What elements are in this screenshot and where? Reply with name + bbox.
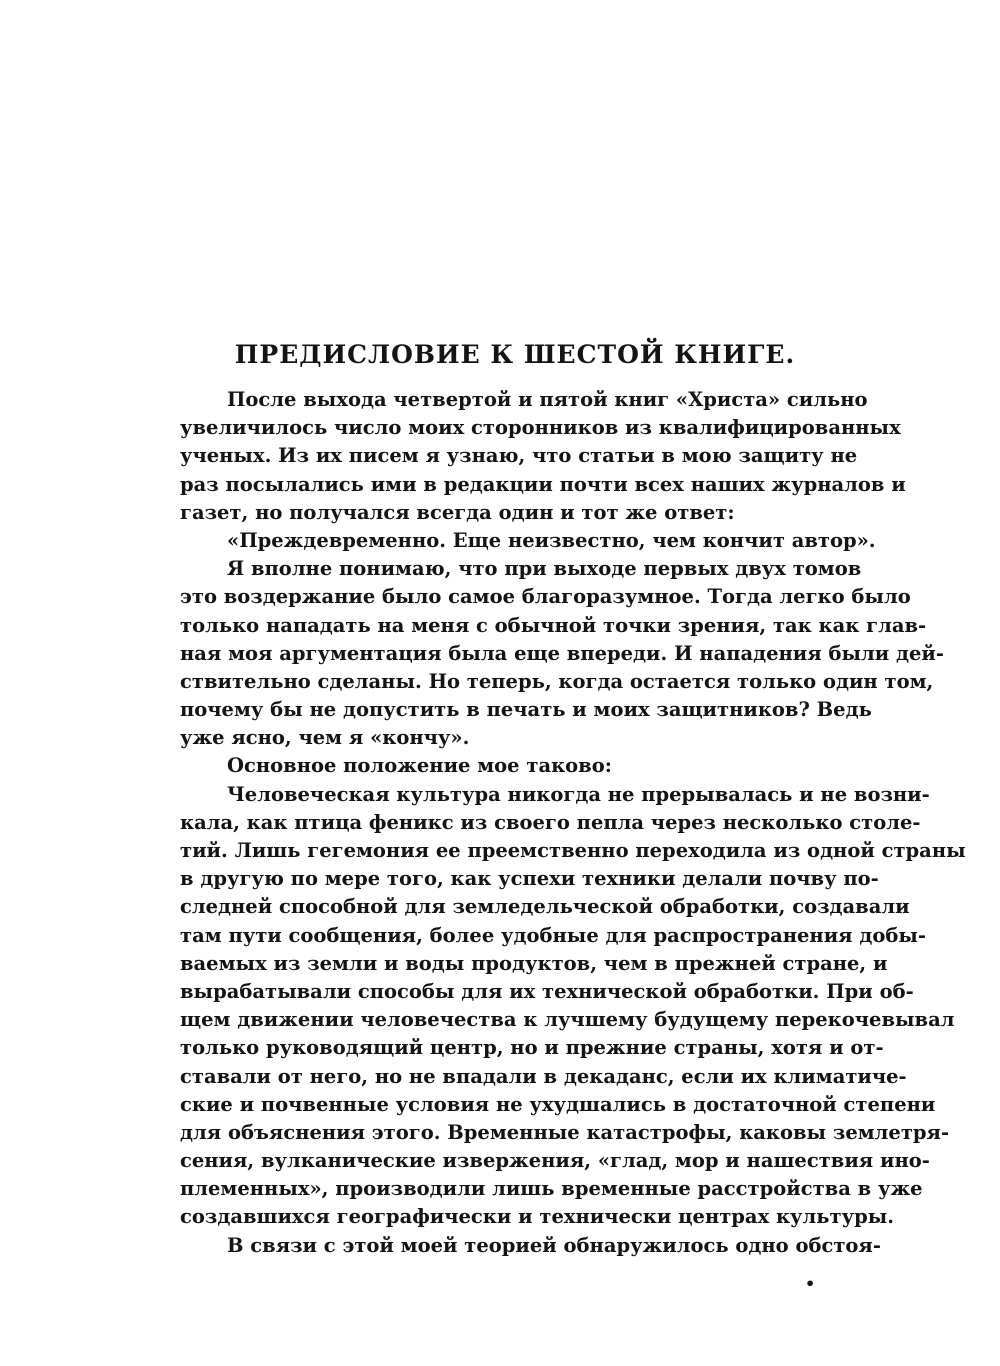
text-line: ная моя аргументация была еще впереди. И нападения были дей- (180, 641, 944, 665)
text-line: щем движении человечества к лучшему будущему перекочевывал (180, 1008, 955, 1032)
text-line: После выхода четвертой и пятой книг «Христа» сильно (227, 388, 868, 411)
text-line: в другую по мере того, как успехи техники делали почву по- (180, 867, 879, 891)
text-line: ученых. Из их писем я узнаю, что статьи в мою защиту не (180, 444, 858, 468)
text-line: «Преждевременно. Еще неизвестно, чем кончит автор». (227, 528, 876, 552)
text-line: ваемых из земли и воды продуктов, чем в прежней стране, и (180, 951, 888, 975)
text-line: Я вполне понимаю, что при выходе первых двух томов (227, 557, 862, 581)
text-line: для объяснения этого. Временные катастрофы, каковы землетря- (180, 1120, 950, 1144)
text-line: газет, но получался всегда один и тот же ответ: (180, 500, 735, 524)
page-mark: • (805, 1274, 816, 1293)
text-line: сения, вулканические извержения, «глад, мор и нашествия ино- (180, 1149, 930, 1173)
text-line: кала, как птица феникс из своего пепла через несколько столе- (180, 810, 921, 834)
body-text (180, 386, 966, 1260)
text-line: ские и почвенные условия не ухудшались в достаточной степени (180, 1092, 936, 1116)
text-line: ставали от него, но не впадали в декаданс, если их климатиче- (180, 1064, 907, 1088)
page-title: ПРЕДИСЛОВИЕ К ШЕСТОЙ КНИГЕ. (234, 340, 796, 369)
text-line: увеличилось число моих сторонников из квалифицированных (180, 416, 901, 440)
text-line: создавшихся географически и технически центрах культуры. (180, 1205, 895, 1229)
text-line: вырабатывали способы для их технической обработки. При об- (180, 979, 914, 1003)
text-line: только нападать на меня с обычной точки зрения, так как глав- (180, 613, 927, 637)
text-line: только руководящий центр, но и прежние страны, хотя и от- (180, 1036, 884, 1060)
text-line: тий. Лишь гегемония ее преемственно переходила из одной страны (180, 839, 966, 862)
text-line: Человеческая культура никогда не прерывалась и не возни- (227, 782, 930, 806)
text-line: почему бы не допустить в печать и моих защитников? Ведь (180, 698, 872, 722)
text-line: В связи с этой моей теорией обнаружилось одно обстоя- (227, 1233, 881, 1257)
text-line: там пути сообщения, более удобные для распространения добы- (180, 923, 927, 947)
text-line: уже ясно, чем я «кончу». (180, 726, 470, 750)
text-line: раз посылались ими в редакции почти всех наших журналов и (180, 472, 906, 496)
text-line: племенных», производили лишь временные расстройства в уже (180, 1177, 923, 1201)
text-line: ствительно сделаны. Но теперь, когда остается только один том, (180, 669, 934, 693)
text-line: это воздержание было самое благоразумное. Тогда легко было (180, 585, 911, 609)
text-line: следней способной для земледельческой обработки, создавали (180, 895, 910, 919)
text-line: Основное положение мое таково: (227, 754, 612, 778)
